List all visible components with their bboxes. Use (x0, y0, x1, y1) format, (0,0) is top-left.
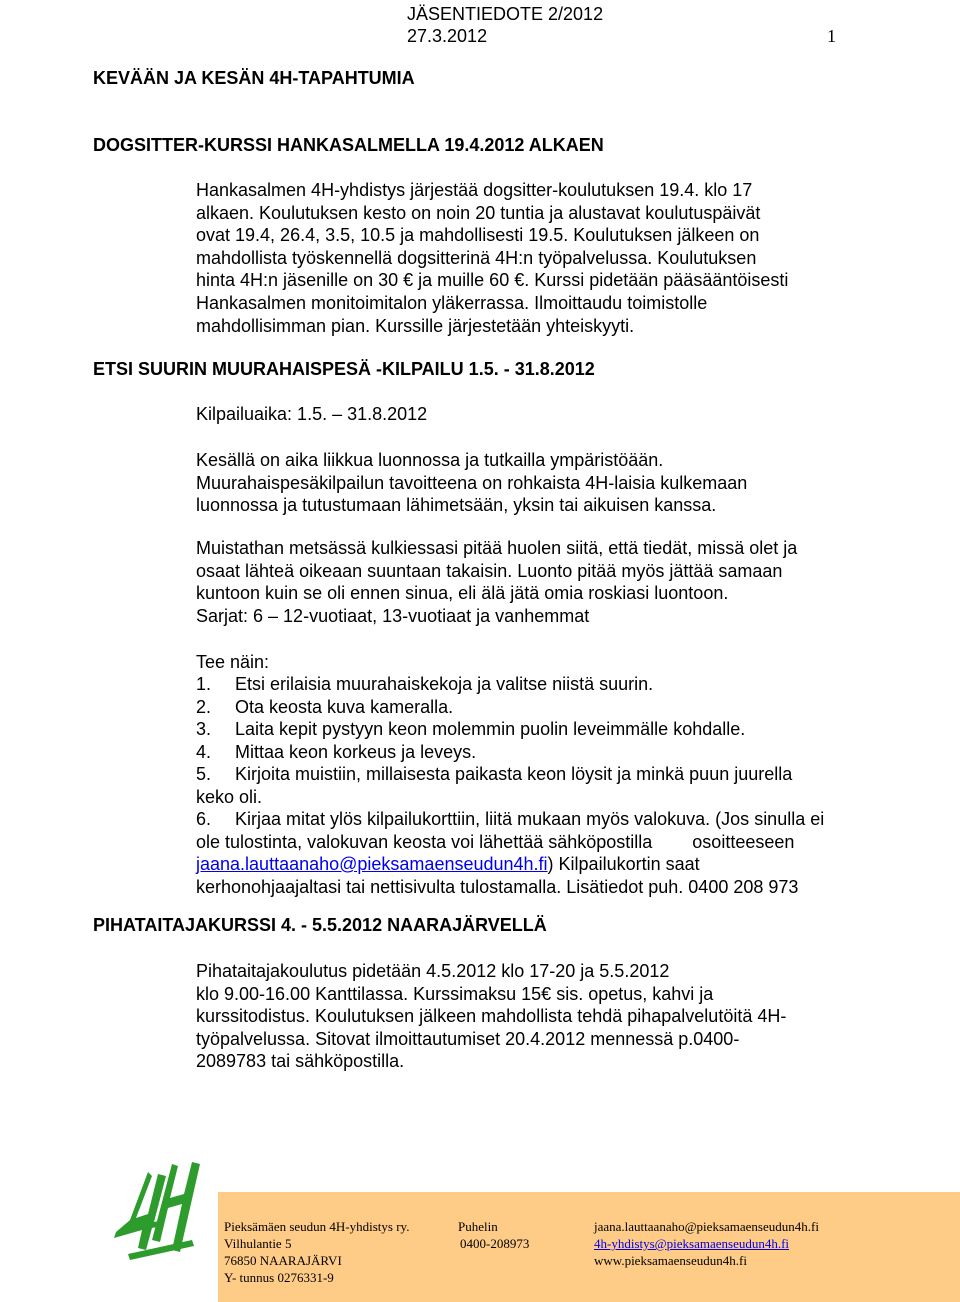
dogsitter-line: mahdollisimman pian. Kurssille järjestetään yhteiskyyti. (196, 315, 635, 336)
contest-remember-line: Sarjat: 6 – 12-vuotiaat, 13-vuotiaat ja vanhemmat (196, 605, 590, 626)
list-item: 3. Laita kepit pystyyn keon molemmin puolin leveimmälle kohdalle. (196, 719, 746, 739)
dogsitter-line: Hankasalmen 4H-yhdistys järjestää dogsitter-koulutuksen 19.4. klo 17 (196, 180, 753, 200)
contest-heading: ETSI SUURIN MUURAHAISPESÄ -KILPAILU 1.5. - 31.8.2012 (93, 359, 595, 379)
4h-logo (108, 1158, 206, 1270)
dogsitter-heading: DOGSITTER-KURSSI HANKASALMELLA 19.4.2012 ALKAEN (93, 135, 604, 155)
list-item: 2. Ota keosta kuva kameralla. (196, 696, 454, 717)
contest-remember-line: osaat lähteä oikeaan suuntaan takaisin. Luonto pitää myös jättää samaan (196, 560, 783, 581)
footer (218, 1192, 960, 1302)
footer-email2-link[interactable]: 4h-yhdistys@pieksamaenseudun4h.fi (594, 1236, 790, 1251)
yard-line: kurssitodistus. Koulutuksen jälkeen mahdollista tehdä pihapalvelutöitä 4H- (196, 1006, 787, 1027)
list-item-continuation: kerhonohjaajaltasi tai nettisivulta tulostamalla. Lisätiedot puh. 0400 208 973 (196, 876, 799, 897)
footer-email1: jaana.lauttaanaho@pieksamaenseudun4h.fi (594, 1219, 819, 1234)
contest-remember-line: kuntoon kuin se oli ennen sinua, eli älä jätä omia roskiasi luontoon. (196, 583, 729, 604)
email-link[interactable]: jaana.lauttaanaho@pieksamaenseudun4h.fi (196, 854, 548, 874)
footer-business-id: Y- tunnus 0276331-9 (224, 1270, 334, 1285)
footer-phone-label: Puhelin (458, 1219, 498, 1234)
contest-intro-line: luonnossa ja tutustumaan lähimetsään, yksin tai aikuisen kanssa. (196, 495, 717, 516)
footer-postal: 76850 NAARAJÄRVI (224, 1253, 342, 1268)
footer-org: Pieksämäen seudun 4H-yhdistys ry. (224, 1219, 410, 1234)
list-item-continuation: jaana.lauttaanaho@pieksamaenseudun4h.fi) Kilpailukortin saat (196, 854, 700, 874)
dogsitter-line: alkaen. Koulutuksen kesto on noin 20 tuntia ja alustavat koulutuspäivät (196, 202, 761, 223)
contest-intro (196, 449, 747, 517)
steps-list (196, 673, 824, 898)
logo-text: 4H (108, 1158, 110, 1159)
list-item: 1. Etsi erilaisia muurahaiskekoja ja valitse niistä suurin. (196, 674, 654, 694)
yard-body (196, 960, 786, 1073)
yard-line: klo 9.00-16.00 Kanttilassa. Kurssimaksu 15€ sis. opetus, kahvi ja (196, 983, 714, 1004)
contest-remember (196, 537, 797, 627)
newsletter-title: JÄSENTIEDOTE 2/2012 (407, 4, 604, 24)
dogsitter-line: Hankasalmen monitoimitalon yläkerrassa. Ilmoittaudu toimistolle (196, 292, 708, 313)
list-item: keko oli. (196, 786, 263, 807)
dogsitter-line: hinta 4H:n jäsenille on 30 € ja muille 60 €. Kurssi pidetään pääsääntöisesti (196, 270, 789, 291)
dogsitter-line: mahdollista työskennellä dogsitterinä 4H:n työpalvelussa. Koulutuksen (196, 247, 757, 268)
yard-line: 2089783 tai sähköpostilla. (196, 1051, 405, 1072)
contest-intro-line: Kesällä on aika liikkua luonnossa ja tutkailla ympäristöään. (196, 450, 664, 470)
list-item: 5. Kirjoita muistiin, millaisesta paikasta keon löysit ja minkä puun juurella (196, 764, 793, 784)
contest-time: Kilpailuaika: 1.5. – 31.8.2012 (196, 404, 428, 424)
yard-line: työpalvelussa. Sitovat ilmoittautumiset 20.4.2012 mennessä p.0400- (196, 1028, 740, 1049)
list-item: 4. Mittaa keon korkeus ja leveys. (196, 741, 477, 762)
list-item: 6. Kirjaa mitat ylös kilpailukorttiin, liitä mukaan myös valokuva. (Jos sinulla ei (196, 809, 825, 829)
footer-web: www.pieksamaenseudun4h.fi (594, 1253, 747, 1268)
footer-street: Vilhulantie 5 (224, 1236, 292, 1251)
yard-line: Pihataitajakoulutus pidetään 4.5.2012 klo 17-20 ja 5.5.2012 (196, 961, 670, 981)
dogsitter-line: ovat 19.4, 26.4, 3.5, 10.5 ja mahdollisesti 19.5. Koulutuksen jälkeen on (196, 225, 760, 246)
contest-remember-line: Muistathan metsässä kulkiessasi pitää huolen siitä, että tiedät, missä olet ja (196, 538, 798, 558)
footer-phone: 0400-208973 (460, 1236, 530, 1251)
main-heading: KEVÄÄN JA KESÄN 4H-TAPAHTUMIA (93, 68, 415, 88)
page-number: 1 (827, 26, 836, 46)
newsletter-date: 27.3.2012 (407, 26, 488, 46)
list-item-continuation: ole tulostinta, valokuvan keosta voi lähettää sähköpostilla osoitteeseen (196, 831, 795, 852)
yard-heading: PIHATAITAJAKURSSI 4. - 5.5.2012 NAARAJÄRVELLÄ (93, 915, 547, 935)
contest-intro-line: Muurahaispesäkilpailun tavoitteena on rohkaista 4H-laisia kulkemaan (196, 472, 748, 493)
do-this-label: Tee näin: (196, 652, 270, 672)
dogsitter-body (196, 179, 788, 337)
